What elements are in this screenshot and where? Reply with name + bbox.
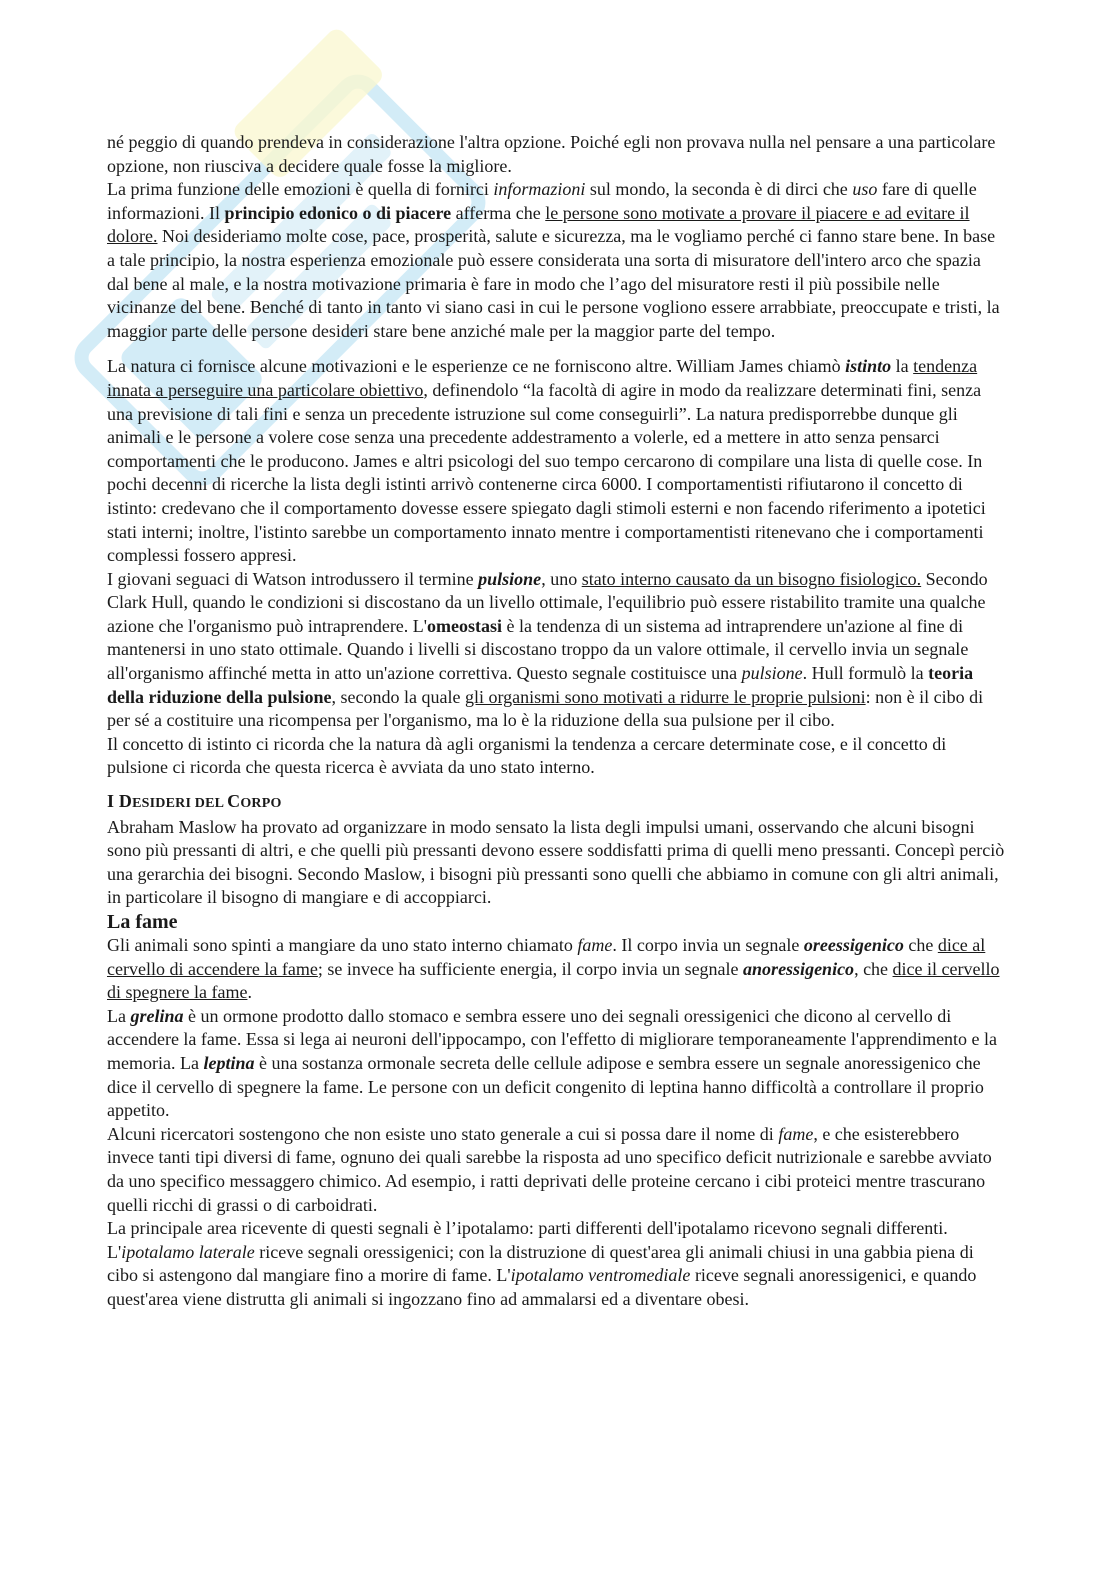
term-oreessigenico: oreessigenico: [803, 935, 904, 955]
section-heading: I DESIDERI DEL CORPO: [107, 791, 282, 812]
term-anoressigenico: anoressigenico: [743, 958, 855, 979]
paragraph: Abraham Maslow ha provato ad organizzare in modo sensato la lista degli impulsi umani, osservando che alcuni bisogni sono più pressanti di altri, e che quelli più pressanti devono essere soddisfatti prima di quelli meno pressanti. Concepì perciò una gerarchia dei bisogni. Secondo Maslow, i bisogni più pressanti sono quelli che abbiamo in comune con gli altri animali, in particolare il bisogno di mangiare e di accoppiarci.: [107, 816, 1005, 908]
term-principio-edonico: principio edonico o di piacere: [224, 202, 452, 223]
paragraph: Il concetto di istinto ci ricorda che la natura dà agli organismi la tendenza a cercare determinate cose, e il concetto di pulsione ci ricorda che questa ricerca è avviata da uno stato interno.: [107, 733, 947, 778]
term-pulsione: pulsione: [478, 568, 542, 589]
term-teoria-riduzione-pulsione: teoria della riduzione della pulsione: [107, 663, 974, 707]
paragraph: né peggio di quando prendeva in considerazione l'altra opzione. Poiché egli non provava nulla nel pensare a una particolare opzione, non riusciva a decidere quale fosse la migliore.: [107, 132, 996, 176]
paragraph: I giovani seguaci di Watson introdussero il termine pulsione, uno stato interno causato da un bisogno fisiologico. Secondo Clark Hull, quando le condizioni si discostano da un livello ottimale, l'equilibrio può essere ristabilito tramite una qualche azione che l'organismo può intraprendere. L'omeostasi è la tendenza di un sistema ad intraprendere un'azione al fine di mantenersi in uno stato ottimale. Quando i livelli si discostano troppo da un valore ottimale, il cervello invia un segnale all'organismo affinché metta in atto un'azione correttiva. Questo segnale costituisce una pulsione. Hull formulò la teoria della riduzione della pulsione, secondo la quale gli organismi sono motivati a ridurre le proprie pulsioni: non è il cibo di per sé a costituire una ricompensa per l'organismo, ma lo è la riduzione della sua pulsione per il cibo.: [107, 568, 988, 731]
paragraph: La principale area ricevente di questi segnali è l’ipotalamo: parti differenti dell'ipotalamo ricevono segnali differenti. L'ipotalamo laterale riceve segnali oressigenici; con la distruzione di quest'area gli animali chiusi in una gabbia piena di cibo si astengono dal mangiare fino a morire di fame. L'ipotalamo ventromediale riceve segnali anoressigenici, e quando quest'area viene distrutta gli animali si ingozzano fino ad ammalarsi ed a diventare obesi.: [107, 1218, 977, 1309]
paragraph: Gli animali sono spinti a mangiare da uno stato interno chiamato fame. Il corpo invia un segnale oreessigenico che dice al cervello di accendere la fame; se invece ha sufficiente energia, il corpo invia un segnale anoressigenico, che dice il cervello di spegnere la fame.: [107, 935, 1000, 1003]
paragraph: La prima funzione delle emozioni è quella di fornirci informazioni sul mondo, la seconda è di dirci che uso fare di quelle informazioni. Il principio edonico o di piacere afferma che le persone sono motivate a provare il piacere e ad evitare il dolore. Noi desideriamo molte cose, pace, prosperità, salute e sicurezza, ma le vogliamo perché ci fanno stare bene. In base a tale principio, la nostra esperienza emozionale può essere considerata una sorta di misuratore dell'intero arco che spazia dal bene al male, e la nostra motivazione primaria è fare in modo che l’ago del misuratore resti il più possibile nelle vicinanze del bene. Benché di tanto in tanto vi siano casi in cui le persone vogliono essere arrabbiate, preoccupate e tristi, la maggior parte delle persone desideri stare bene anziché male per la maggior parte del tempo.: [107, 179, 1000, 341]
paragraph: La natura ci fornisce alcune motivazioni e le esperienze ce ne forniscono altre. William James chiamò istinto la tendenza innata a perseguire una particolare obiettivo, definendolo “la facoltà di agire in modo da realizzare determinati fini, senza una previsione di tali fini e senza un precedente istruzione sul come conseguirli”. La natura predisporrebbe dunque gli animali e le persone a volere cose senza una precedente addestramento a volerle, ed a mettere in atto senza pensarci comportamenti che le producono. James e altri psicologi del suo tempo cercarono di compilare una lista di quelle cose. In pochi decenni di ricerche la lista degli istinti arrivò contenerne circa 6000. I comportamentisti rifiutarono il concetto di istinto: credevano che il comportamento dovesse essere spiegato dagli stimoli esterni e non facendo riferimento a ipotetici stati interni; inoltre, l'istinto sarebbe un comportamento innato mentre i comportamentisti ritenevano che i comportamenti complessi fossero appresi.: [107, 356, 986, 566]
paragraph: Alcuni ricercatori sostengono che non esiste uno stato generale a cui si possa dare il nome di fame, e che esisterebbero invece tanti tipi diversi di fame, ognuno dei quali sarebbe la risposta ad uno specifico deficit nutrizionale e sarebbe avviato da uno specifico messaggero chimico. Ad esempio, i ratti deprivati delle proteine cercano i cibi proteici mentre trascurano quelli ricchi di grassi o di carboidrati.: [107, 1123, 992, 1215]
document-body: [107, 131, 1007, 1312]
term-grelina: grelina: [130, 1005, 184, 1026]
subsection-heading: La fame: [107, 911, 178, 933]
term-omeostasi: omeostasi: [427, 615, 503, 636]
paragraph: La grelina è un ormone prodotto dallo stomaco e sembra essere uno dei segnali oressigenici che dicono al cervello di accendere la fame. Essa si lega ai neuroni dell'ippocampo, con l'effetto di migliorare temporaneamente l'apprendimento e la memoria. La leptina è una sostanza ormonale secreta delle cellule adipose e sembra essere un segnale anoressigenico che dice il cervello di spegnere la fame. Le persone con un deficit congenito di leptina hanno difficoltà a controllare il proprio appetito.: [107, 1005, 998, 1121]
term-leptina: leptina: [203, 1052, 255, 1073]
term-istinto: istinto: [845, 356, 892, 377]
